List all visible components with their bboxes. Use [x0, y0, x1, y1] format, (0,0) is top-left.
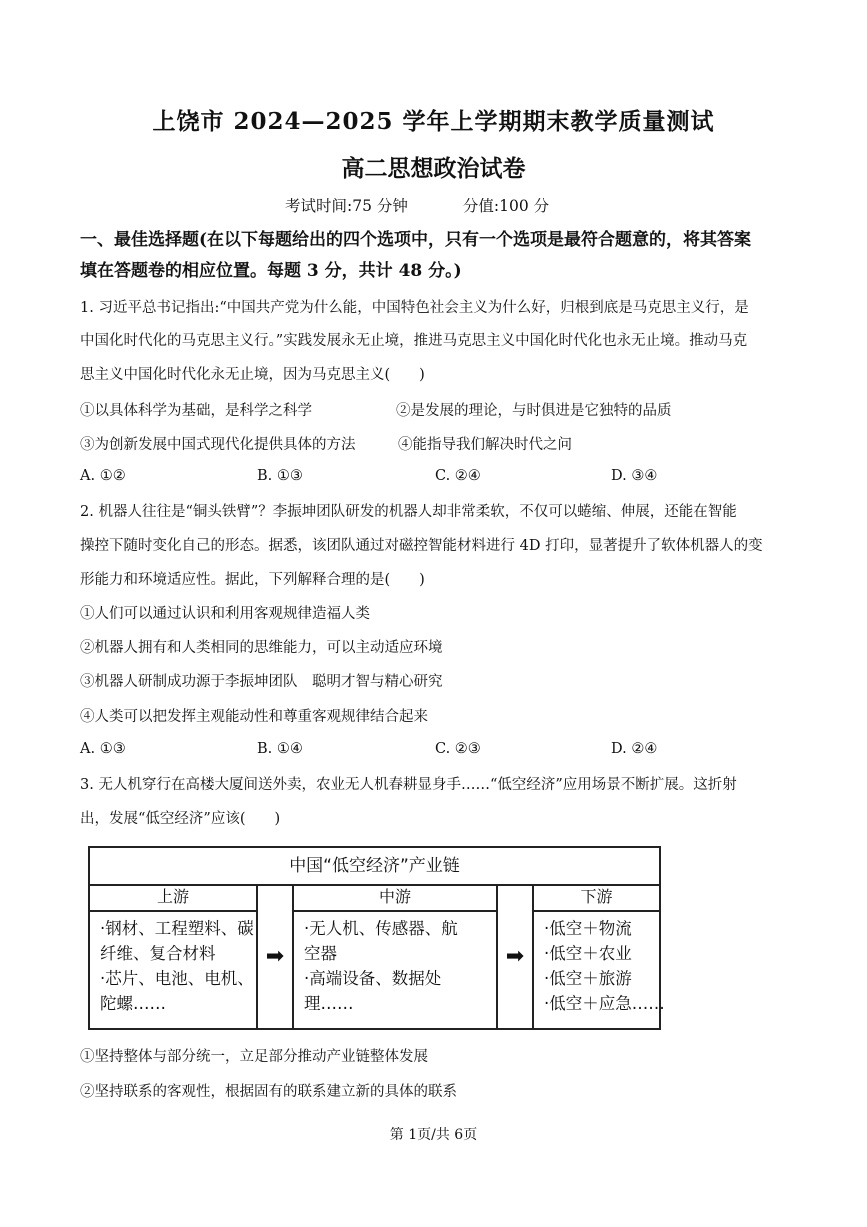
q1-item3: ③为创新发展中国式现代化提供具体的方法	[80, 437, 356, 453]
exam-subtitle: 高二思想政治试卷	[341, 155, 526, 182]
section-heading-line1: 一、最佳选择题(在以下每题给出的四个选项中，只有一个选项是最符合题意的，将其答案	[80, 230, 752, 250]
upstream-column	[90, 884, 258, 1028]
q1-item4: ④能指导我们解决时代之问	[398, 437, 572, 453]
downstream-line: ·低空＋物流	[544, 919, 632, 938]
downstream-line: ·低空＋旅游	[544, 969, 632, 988]
q3-stem-line1: 3. 无人机穿行在高楼大厦间送外卖，农业无人机春耕显身手……“低空经济”应用场景不断扩展。这折射	[80, 777, 737, 793]
section-heading	[80, 225, 800, 287]
q1-option-b[interactable]: B. ①③	[257, 468, 303, 484]
midstream-column	[294, 884, 498, 1028]
q2-item2: ②机器人拥有和人类相同的思维能力，可以主动适应环境	[80, 640, 443, 656]
q2-item1: ①人们可以通过认识和利用客观规律造福人类	[80, 606, 370, 622]
q1-stem-line1: 1. 习近平总书记指出:“中国共产党为什么能，中国特色社会主义为什么好，归根到底是马克思主义行，是	[80, 300, 749, 316]
q2-options	[80, 741, 800, 761]
q2-option-d[interactable]: D. ②④	[611, 741, 658, 757]
q2-stem-line2: 操控下随时变化自己的形态。据悉，该团队通过对磁控智能材料进行 4D 打印，显著提升了软体机器人的变	[80, 538, 763, 554]
upstream-line: ·钢材、工程塑料、碳	[100, 919, 254, 938]
midstream-line: 理……	[304, 994, 354, 1013]
q1-items-row2	[80, 433, 800, 453]
q2-item4: ④人类可以把发挥主观能动性和尊重客观规律结合起来	[80, 709, 428, 725]
upstream-line: 陀螺……	[100, 994, 166, 1013]
industry-chain-figure	[88, 846, 665, 1030]
exam-time: 考试时间:75 分钟	[285, 197, 408, 215]
q2-stem-line3: 形能力和环境适应性。据此，下列解释合理的是( )	[80, 572, 425, 588]
q1-item2: ②是发展的理论，与时俱进是它独特的品质	[396, 403, 672, 419]
downstream-line: ·低空＋农业	[544, 944, 632, 963]
midstream-line: ·高端设备、数据处	[304, 969, 442, 988]
figure-title: 中国“低空经济”产业链	[90, 848, 659, 886]
q2-item3: ③机器人研制成功源于李振坤团队 聪明才智与精心研究	[80, 674, 443, 690]
midstream-line: ·无人机、传感器、航	[304, 919, 458, 938]
downstream-line: ·低空＋应急……	[544, 994, 665, 1013]
midstream-body	[304, 916, 490, 1016]
q3-item1: ①坚持整体与部分统一，立足部分推动产业链整体发展	[80, 1049, 428, 1065]
midstream-line: 空器	[304, 944, 337, 963]
q3-stem-line2: 出，发展“低空经济”应该( )	[80, 811, 281, 827]
q2-stem-line1: 2. 机器人往往是“铜头铁臂”？李振坤团队研发的机器人却非常柔软，不仅可以蜷缩、伸展，还能在智能	[80, 504, 737, 520]
q1-option-d[interactable]: D. ③④	[611, 468, 658, 484]
page-number: 第 1页/共 6页	[389, 1127, 478, 1143]
q1-item1: ①以具体科学为基础，是科学之科学	[80, 403, 312, 419]
q2-option-a[interactable]: A. ①③	[80, 741, 126, 757]
downstream-body	[544, 916, 665, 1016]
exam-title: 上饶市 2024—2025 学年上学期期末教学质量测试	[152, 108, 715, 135]
q1-option-a[interactable]: A. ①②	[80, 468, 126, 484]
q1-stem-line2: 中国化时代化的马克思主义行。”实践发展永无止境，推进马克思主义中国化时代化也永无止境。推动马克	[80, 333, 748, 349]
midstream-heading: 中游	[294, 884, 496, 912]
upstream-line: 纤维、复合材料	[100, 944, 216, 963]
exam-meta	[285, 194, 549, 216]
q1-stem-line3: 思主义中国化时代化永无止境，因为马克思主义( )	[80, 367, 425, 383]
arrow-right-icon: ➡	[498, 884, 534, 1028]
downstream-heading: 下游	[534, 884, 659, 912]
arrow-right-icon: ➡	[258, 884, 294, 1028]
q2-option-c[interactable]: C. ②③	[435, 741, 481, 757]
exam-score: 分值:100 分	[462, 197, 550, 215]
q1-options	[80, 468, 800, 488]
q1-option-c[interactable]: C. ②④	[435, 468, 481, 484]
section-heading-line2: 填在答题卷的相应位置。每题 3 分，共计 48 分。)	[80, 261, 462, 281]
upstream-body	[100, 916, 254, 1016]
q2-option-b[interactable]: B. ①④	[257, 741, 303, 757]
q3-item2: ②坚持联系的客观性，根据固有的联系建立新的具体的联系	[80, 1084, 457, 1100]
q1-items-row1	[80, 399, 800, 419]
upstream-line: ·芯片、电池、电机、	[100, 969, 254, 988]
downstream-column	[534, 884, 665, 1028]
upstream-heading: 上游	[90, 884, 256, 912]
